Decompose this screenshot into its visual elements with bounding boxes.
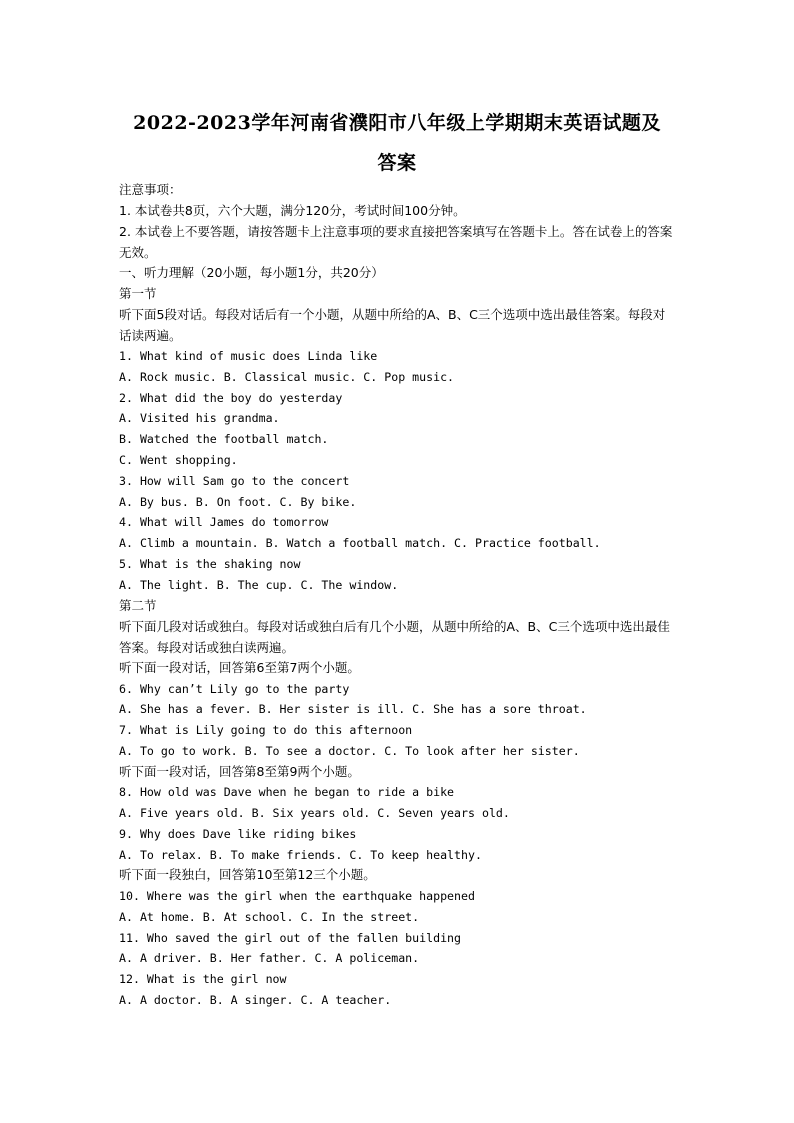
monologue-instruction: 听下面一段独白，回答第10至第12三个小题。 [119,867,376,883]
question-1: 1. What kind of music does Linda like [119,349,378,363]
notice-heading: 注意事项： [119,182,182,197]
question-10: 10. Where was the girl when the earthquake happened [119,888,475,903]
question-2: 2. What did the boy do yesterday [119,390,343,405]
question-4: 4. What will James do tomorrow [119,515,329,530]
question-12: 12. What is the girl now [119,972,287,987]
question-7: 7. What is Lily going to do this afternoon [119,723,413,738]
part2-label: 第二节 [119,597,157,613]
dialog2-instruction: 听下面一段对话，回答第8至第9两个小题。 [119,763,360,779]
question-11: 11. Who saved the girl out of the fallen building [119,930,462,945]
question-2-option-a: A. Visited his grandma. [119,411,280,426]
question-9-options: A. To relax. B. To make friends. C. To keep healthy. [119,847,482,862]
document-title-line2: 答案 [377,152,417,174]
question-2-option-c: C. Went shopping. [119,452,238,467]
question-5: 5. What is the shaking now [119,556,301,571]
question-9: 9. Why does Dave like riding bikes [119,826,357,841]
question-8: 8. How old was Dave when he began to ride a bike [119,785,455,800]
question-6: 6. Why can’t Lily go to the party [119,681,350,696]
question-1-options: A. Rock music. B. Classical music. C. Pop music. [119,369,455,384]
part1-instruction: 听下面5段对话。每段对话后有一个小题，从题中所给的A、B、C三个选项中选出最佳答案。每段对话读两遍。 [119,307,666,343]
question-5-options: A. The light. B. The cup. C. The window. [119,577,399,592]
question-4-options: A. Climb a mountain. B. Watch a football match. C. Practice football. [119,536,601,551]
document-title-line1: 2022-2023学年河南省濮阳市八年级上学期期末英语试题及 [133,112,661,134]
document-body [119,180,679,1011]
question-11-options: A. A driver. B. Her father. C. A policeman. [119,951,420,966]
notice-item-1: 1. 本试卷共8页，六个大题，满分120分，考试时间100分钟。 [119,202,466,218]
question-2-option-b: B. Watched the football match. [119,432,329,447]
question-3: 3. How will Sam go to the concert [119,473,350,488]
section1-heading: 一、听力理解（20小题，每小题1分，共20分） [119,265,384,280]
question-8-options: A. Five years old. B. Six years old. C. Seven years old. [119,806,510,821]
question-12-options: A. A doctor. B. A singer. C. A teacher. [119,992,392,1007]
notice-item-2: 2. 本试卷上不要答题，请按答题卡上注意事项的要求直接把答案填写在答题卡上。答在试卷上的答案无效。 [119,224,673,260]
part1-label: 第一节 [119,285,157,301]
question-10-options: A. At home. B. At school. C. In the street. [119,909,420,924]
question-7-options: A. To go to work. B. To see a doctor. C. To look after her sister. [119,743,580,758]
question-3-options: A. By bus. B. On foot. C. By bike. [119,494,357,509]
question-6-options: A. She has a fever. B. Her sister is ill. C. She has a sore throat. [119,702,587,717]
part2-instruction: 听下面几段对话或独白。每段对话或独白后有几个小题，从题中所给的A、B、C三个选项中选出最佳答案。每段对话或独白读两遍。 [119,619,670,656]
dialog1-instruction: 听下面一段对话，回答第6至第7两个小题。 [119,660,360,676]
